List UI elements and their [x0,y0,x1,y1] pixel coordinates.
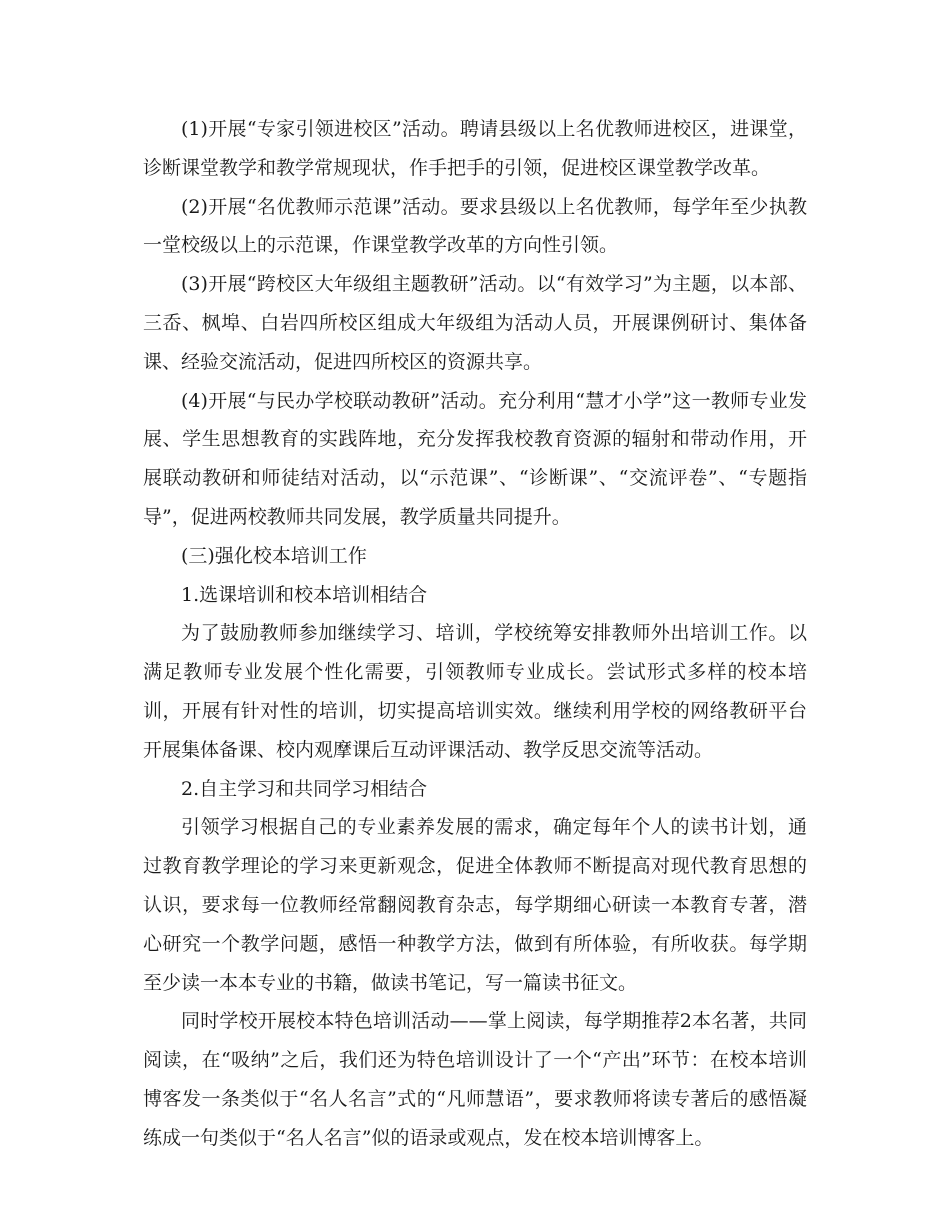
document-page [143,110,807,1158]
paragraph-study-2: 同时学校开展校本特色培训活动——掌上阅读，每学期推荐2本名著，共同阅读，在“吸纳”之后，我们还为特色培训设计了一个“产出”环节：在校本培训博客发一条类似于“名人名言”式的“凡师慧语”，要求教师将读专著后的感悟凝练成一句类似于“名人名言”似的语录或观点，发在校本培训博客上。 [143,1010,807,1149]
section-heading-3: (三)强化校本培训工作 [181,544,367,567]
subheading-2: 2.自主学习和共同学习相结合 [181,777,428,800]
paragraph-activity-3: (3)开展“跨校区大年级组主题教研”活动。以“有效学习”为主题，以本部、三岙、枫埠、白岩四所校区组成大年级组为活动人员，开展课例研讨、集体备课、经验交流活动，促进四所校区的资源共享。 [143,273,807,373]
paragraph-training-1: 为了鼓励教师参加继续学习、培训，学校统筹安排教师外出培训工作。以满足教师专业发展个性化需要，引领教师专业成长。尝试形式多样的校本培训，开展有针对性的培训，切实提高培训实效。继续利用学校的网络教研平台开展集体备课、校内观摩课后互动评课活动、教学反思交流等活动。 [143,622,807,761]
paragraph-activity-4: (4)开展“与民办学校联动教研”活动。充分利用“慧才小学”这一教师专业发展、学生思想教育的实践阵地，充分发挥我校教育资源的辐射和带动作用，开展联动教研和师徒结对活动，以“示范课”、“诊断课”、“交流评卷”、“专题指导”，促进两校教师共同发展，教学质量共同提升。 [143,389,807,528]
subheading-1: 1.选课培训和校本培训相结合 [181,583,428,606]
paragraph-activity-2: (2)开展“名优教师示范课”活动。要求县级以上名优教师，每学年至少执教一堂校级以上的示范课，作课堂教学改革的方向性引领。 [143,195,807,257]
paragraph-activity-1: (1)开展“专家引领进校区”活动。聘请县级以上名优教师进校区，进课堂，诊断课堂教学和教学常规现状，作手把手的引领，促进校区课堂教学改革。 [143,118,807,179]
paragraph-study-1: 引领学习根据自己的专业素养发展的需求，确定每年个人的读书计划，通过教育教学理论的学习来更新观念，促进全体教师不断提高对现代教育思想的认识，要求每一位教师经常翻阅教育杂志，每学期细心研读一本教育专著，潜心研究一个教学问题，感悟一种教学方法，做到有所体验，有所收获。每学期至少读一本本专业的书籍，做读书笔记，写一篇读书征文。 [143,816,807,994]
